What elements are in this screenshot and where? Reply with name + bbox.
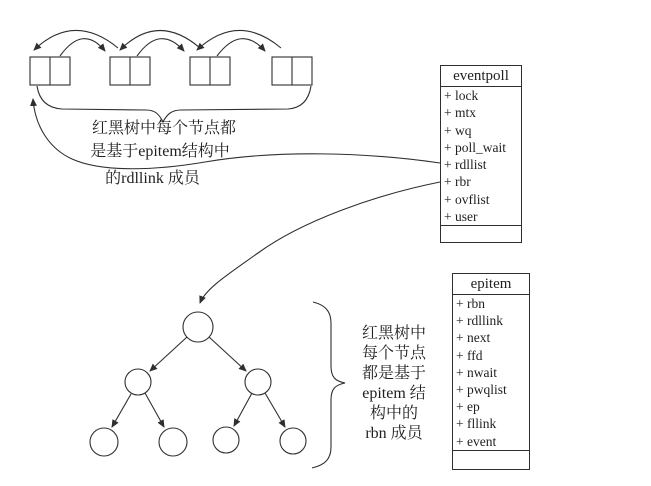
eventpoll-field-poll-wait: + poll_wait — [444, 139, 506, 155]
rdllist-note-line-2: 是基于epitem结构中 — [90, 143, 230, 160]
epitem-field-ffd: + ffd — [456, 347, 483, 363]
rbtree-edge-left-leaf2 — [145, 393, 164, 427]
rbtree-node-left — [125, 369, 151, 395]
epitem-field-next: + next — [456, 330, 491, 346]
rbn-note-line-3: 都是基于 — [361, 365, 426, 382]
linked-list-node-2 — [110, 57, 150, 85]
connector-rbr-arrow — [200, 182, 440, 303]
epitem-field-pwqlist: + pwqlist — [456, 381, 507, 397]
rbn-note — [350, 324, 438, 444]
list-brace — [37, 86, 311, 122]
linked-list — [30, 30, 312, 122]
epitem-empty-section — [453, 450, 529, 469]
epitem-field-nwait: + nwait — [456, 364, 497, 380]
epitem-field-rdllink: + rdllink — [456, 313, 503, 329]
rbtree-leaf-4 — [280, 428, 306, 454]
rbtree-node-right — [245, 369, 271, 395]
rbtree-leaf-1 — [90, 428, 118, 456]
eventpoll-empty-section — [441, 225, 521, 242]
eventpoll-fields — [441, 87, 521, 225]
rbtree — [90, 312, 306, 456]
rbtree-leaf-3 — [213, 427, 239, 453]
epitem-field-ep: + ep — [456, 399, 480, 415]
epitem-field-fllink: + fllink — [456, 416, 497, 432]
linked-list-node-1 — [30, 57, 70, 85]
prev-pointer-arc-3to2 — [120, 30, 200, 50]
eventpoll-field-lock: + lock — [444, 88, 479, 103]
eventpoll-field-mtx: + mtx — [444, 105, 476, 121]
eventpoll-field-rbr: + rbr — [444, 174, 471, 190]
linked-list-node-4 — [272, 57, 312, 85]
rbn-note-line-5: 构中的 — [369, 405, 418, 422]
rbtree-leaf-2 — [159, 428, 187, 456]
linked-list-node-3 — [190, 57, 230, 85]
epitem-title: epitem — [453, 274, 529, 295]
next-pointer-arc-2to3 — [137, 39, 184, 56]
rbtree-edge-right-leaf3 — [234, 393, 252, 426]
rbn-note-line-6: rbn 成员 — [365, 425, 423, 442]
eventpoll-title: eventpoll — [441, 66, 521, 87]
eventpoll-field-ovflist: + ovflist — [444, 191, 490, 207]
eventpoll-struct-table — [440, 65, 522, 243]
epitem-fields — [453, 295, 529, 450]
rbn-note-line-2: 每个节点 — [361, 345, 426, 362]
prev-pointer-arc-4to3 — [197, 30, 281, 50]
next-pointer-arc-3to4 — [217, 39, 265, 56]
rdllist-note-line-3: 的rdllink 成员 — [105, 170, 200, 187]
rbtree-edge-left-leaf1 — [112, 394, 131, 427]
epitem-field-rbn: + rbn — [456, 296, 485, 311]
tree-brace — [312, 302, 345, 468]
epitem-struct-table — [452, 273, 530, 470]
next-pointer-arc-1to2 — [60, 39, 105, 56]
rbtree-edge-root-right — [209, 337, 246, 371]
epitem-field-event: + event — [456, 433, 497, 449]
rbn-note-line-4: epitem 结 — [362, 385, 426, 402]
eventpoll-field-wq: + wq — [444, 122, 472, 138]
rbtree-root-node — [183, 312, 213, 342]
rbtree-edge-right-leaf4 — [265, 393, 285, 427]
rbtree-edge-root-left — [150, 337, 187, 371]
eventpoll-field-user: + user — [444, 209, 478, 225]
rbn-note-line-1: 红黑树中 — [361, 325, 426, 342]
rdllist-note-line-1: 红黑树中每个节点都 — [91, 120, 236, 137]
eventpoll-field-rdllist: + rdllist — [444, 157, 487, 173]
